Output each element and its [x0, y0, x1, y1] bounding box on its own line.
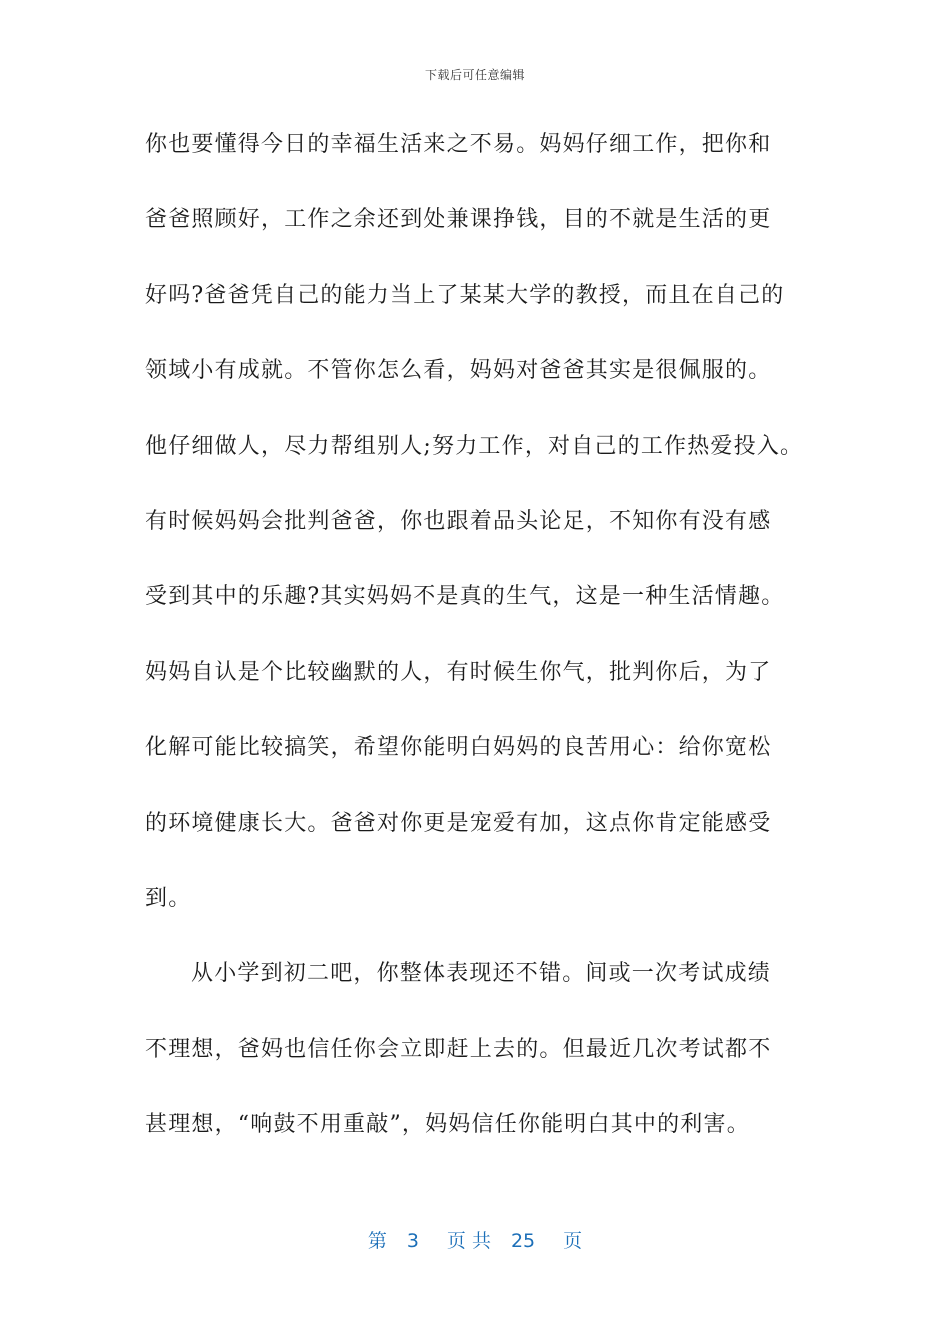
body-line: 你也要懂得今日的幸福生活来之不易。妈妈仔细工作，把你和: [145, 132, 772, 157]
body-line: 化解可能比较搞笑，希望你能明白妈妈的良苦用心：给你宽松: [145, 735, 772, 761]
body-line: 的环境健康长大。爸爸对你更是宠爱有加，这点你肯定能感受: [145, 810, 772, 836]
document-body: [145, 130, 825, 1185]
body-line: 甚理想，“响鼓不用重敲”，妈妈信任你能明白其中的利害。: [145, 1112, 750, 1138]
footer-middle: 页 共: [446, 1230, 491, 1252]
body-line: 受到其中的乐趣?其实妈妈不是真的生气，这是一种生活情趣。: [145, 584, 785, 610]
current-page-number: 3: [406, 1230, 419, 1252]
page-footer: [0, 1226, 950, 1253]
body-line: 领域小有成就。不管你怎么看，妈妈对爸爸其实是很佩服的。: [145, 358, 772, 384]
body-line: 有时候妈妈会批判爸爸，你也跟着品头论足，不知你有没有感: [145, 508, 772, 534]
footer-prefix: 第: [367, 1230, 387, 1252]
body-line: 到。: [145, 885, 192, 911]
body-line: 好吗?爸爸凭自己的能力当上了某某大学的教授，而且在自己的: [145, 282, 785, 308]
body-line: 妈妈自认是个比较幽默的人，有时候生你气，批判你后，为了: [145, 659, 772, 685]
footer-suffix: 页: [563, 1230, 583, 1252]
page-header-note: 下载后可任意编辑: [424, 68, 525, 82]
body-line: 爸爸照顾好，工作之余还到处兼课挣钱，目的不就是生活的更: [145, 207, 772, 233]
body-line: 不理想，爸妈也信任你会立即赶上去的。但最近几次考试都不: [145, 1036, 772, 1062]
body-line: 他仔细做人，尽力帮组别人;努力工作，对自己的工作热爱投入。: [145, 433, 804, 459]
total-pages-number: 25: [510, 1230, 536, 1252]
paragraph-start-line: 从小学到初二吧，你整体表现还不错。间或一次考试成绩: [191, 961, 772, 987]
